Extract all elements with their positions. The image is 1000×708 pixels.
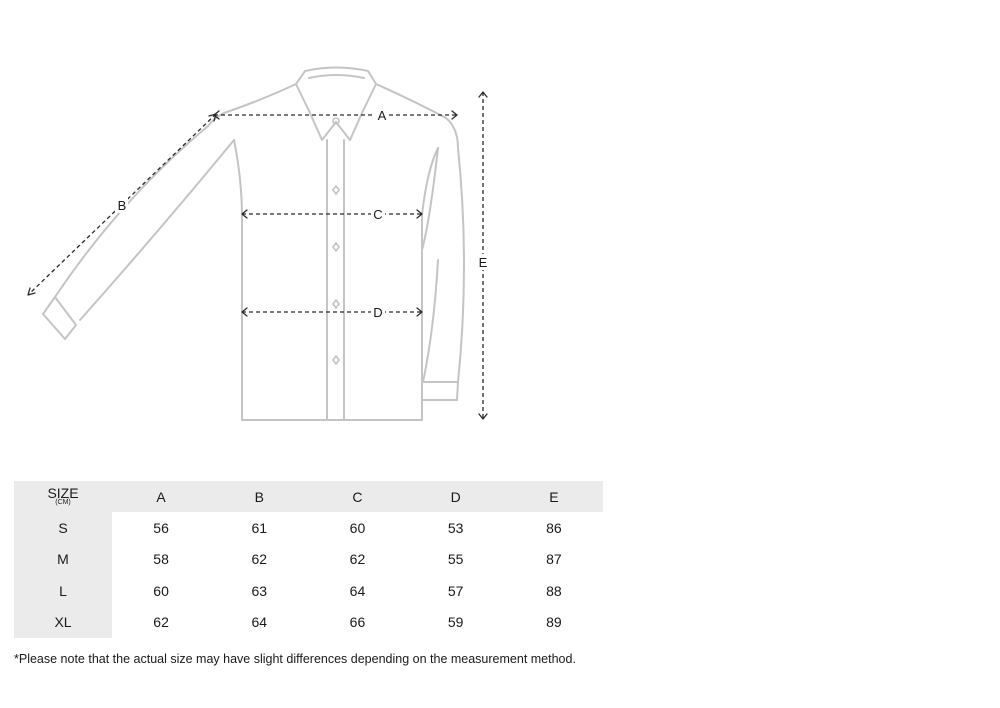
size-cell: XL — [14, 607, 112, 639]
table-cell: 64 — [251, 614, 268, 631]
table-cell: 55 — [447, 551, 464, 568]
measure-line-b — [28, 114, 216, 295]
size-cell: S — [14, 512, 112, 544]
table-cell: 89 — [546, 614, 562, 631]
unit-label: (CM) — [55, 498, 71, 506]
measure-line-c — [242, 206, 422, 222]
table-cell: 53 — [447, 519, 464, 536]
table-cell: 62 — [153, 614, 169, 631]
table-row — [14, 544, 603, 576]
table-cell: 63 — [251, 582, 268, 599]
table-cell: 64 — [349, 582, 366, 599]
table-cell: 61 — [251, 519, 268, 536]
measure-line-e — [476, 92, 490, 419]
size-column-header — [14, 481, 112, 512]
measure-label-b: B — [117, 198, 127, 213]
table-cell: 62 — [251, 551, 268, 568]
column-header: C — [352, 488, 363, 505]
table-cell: 59 — [447, 614, 464, 631]
size-header-label: SIZE — [47, 484, 79, 501]
table-cell: 66 — [349, 614, 366, 631]
measure-line-d — [242, 304, 422, 320]
size-cell: M — [14, 544, 112, 576]
measurement-footnote: *Please note that the actual size may have slight differences depending on the measurement method. — [14, 652, 576, 666]
measure-label-d: D — [373, 305, 383, 320]
table-cell: 86 — [546, 519, 562, 536]
column-header: B — [254, 488, 264, 505]
measure-label-e: E — [478, 255, 488, 270]
measure-label-c: C — [373, 207, 383, 222]
table-cell: 87 — [546, 551, 562, 568]
table-row — [14, 607, 603, 639]
table-cell: 58 — [153, 551, 169, 568]
column-header: A — [156, 488, 166, 505]
table-row — [14, 512, 603, 544]
column-header: E — [549, 488, 559, 505]
size-cell: L — [14, 575, 112, 607]
measure-label-a: A — [377, 108, 387, 123]
table-row — [14, 575, 603, 607]
table-cell: 62 — [349, 551, 366, 568]
column-header: D — [450, 488, 461, 505]
size-chart-table — [14, 481, 603, 638]
table-cell: 88 — [546, 582, 562, 599]
table-header-row — [14, 481, 603, 512]
shirt-outline — [43, 68, 464, 421]
measure-line-a — [214, 107, 457, 123]
table-cell: 56 — [153, 519, 169, 536]
table-cell: 60 — [153, 582, 169, 599]
table-cell: 57 — [447, 582, 464, 599]
table-cell: 60 — [349, 519, 366, 536]
